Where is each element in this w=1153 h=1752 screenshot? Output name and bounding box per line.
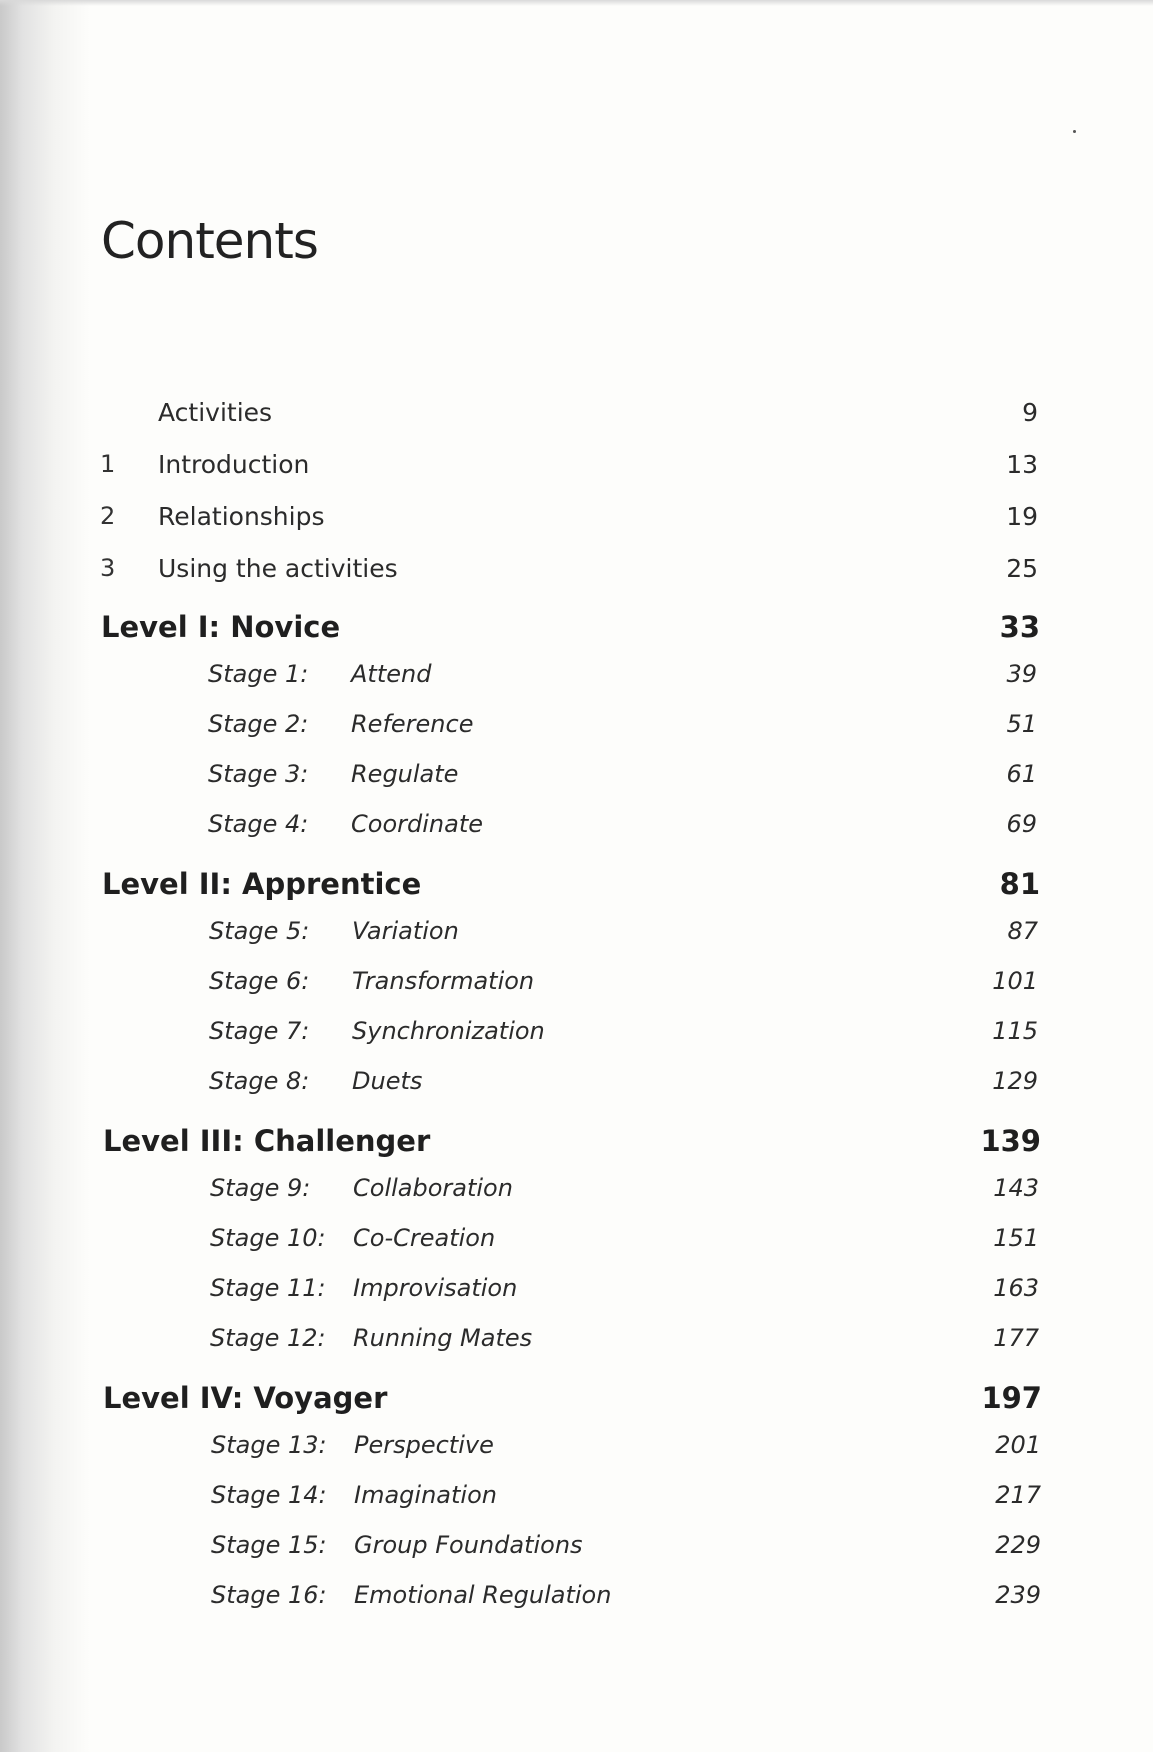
chapter-page-number: 19 <box>1006 502 1038 531</box>
toc-stage-row[interactable] <box>0 760 1153 800</box>
chapter-number: 2 <box>100 502 116 530</box>
toc-stage-row[interactable] <box>0 810 1153 850</box>
stage-label: Stage 8: <box>209 1067 310 1095</box>
stage-label: Stage 12: <box>210 1324 326 1352</box>
stage-page-number: 129 <box>992 1067 1038 1095</box>
chapter-number: 3 <box>100 554 116 582</box>
stage-title: Reference <box>351 710 474 738</box>
toc-chapter-row[interactable] <box>0 398 1153 438</box>
chapter-page-number: 13 <box>1006 450 1038 479</box>
chapter-page-number: 9 <box>1022 398 1038 427</box>
stage-label: Stage 11: <box>210 1274 326 1302</box>
stage-label: Stage 6: <box>209 967 310 995</box>
stage-page-number: 61 <box>1006 760 1037 788</box>
stage-label: Stage 16: <box>211 1581 327 1609</box>
stage-title: Improvisation <box>353 1274 518 1302</box>
stage-label: Stage 14: <box>211 1481 327 1509</box>
stage-title: Duets <box>352 1067 423 1095</box>
toc-chapter-row[interactable] <box>0 554 1153 594</box>
toc-stage-row[interactable] <box>0 1481 1153 1521</box>
level-title: Level II: Apprentice <box>102 867 422 901</box>
stage-page-number: 143 <box>993 1174 1039 1202</box>
stage-page-number: 51 <box>1006 710 1037 738</box>
toc-stage-row[interactable] <box>0 1274 1153 1314</box>
toc-stage-row[interactable] <box>0 1531 1153 1571</box>
toc-stage-row[interactable] <box>0 1067 1153 1107</box>
stage-title: Co-Creation <box>353 1224 496 1252</box>
level-page-number: 33 <box>999 610 1040 644</box>
stage-label: Stage 1: <box>208 660 309 688</box>
chapter-title: Relationships <box>158 502 325 531</box>
stage-title: Perspective <box>354 1431 494 1459</box>
toc-level-row[interactable] <box>0 1381 1153 1421</box>
level-page-number: 139 <box>980 1124 1041 1158</box>
stage-page-number: 201 <box>995 1431 1041 1459</box>
level-title: Level III: Challenger <box>103 1124 431 1158</box>
stage-page-number: 239 <box>995 1581 1041 1609</box>
toc-stage-row[interactable] <box>0 660 1153 700</box>
dust-speck <box>1073 130 1076 133</box>
stage-title: Variation <box>352 917 459 945</box>
toc-stage-row[interactable] <box>0 967 1153 1007</box>
toc-stage-row[interactable] <box>0 710 1153 750</box>
stage-title: Imagination <box>354 1481 497 1509</box>
toc-chapter-row[interactable] <box>0 502 1153 542</box>
stage-page-number: 39 <box>1006 660 1037 688</box>
stage-label: Stage 13: <box>211 1431 327 1459</box>
page-top-edge <box>0 0 1153 6</box>
toc-stage-row[interactable] <box>0 1431 1153 1471</box>
stage-label: Stage 3: <box>208 760 309 788</box>
toc-stage-row[interactable] <box>0 1017 1153 1057</box>
stage-page-number: 177 <box>993 1324 1039 1352</box>
stage-title: Coordinate <box>351 810 483 838</box>
stage-label: Stage 7: <box>209 1017 310 1045</box>
stage-label: Stage 10: <box>210 1224 326 1252</box>
stage-page-number: 101 <box>992 967 1038 995</box>
toc-chapter-row[interactable] <box>0 450 1153 490</box>
page-title: Contents <box>101 212 318 270</box>
level-page-number: 81 <box>999 867 1040 901</box>
stage-title: Group Foundations <box>354 1531 583 1559</box>
toc-stage-row[interactable] <box>0 1581 1153 1621</box>
toc-level-row[interactable] <box>0 610 1153 650</box>
stage-label: Stage 9: <box>210 1174 311 1202</box>
chapter-number: 1 <box>100 450 116 478</box>
stage-page-number: 69 <box>1006 810 1037 838</box>
stage-page-number: 151 <box>993 1224 1039 1252</box>
toc-stage-row[interactable] <box>0 1324 1153 1364</box>
toc-stage-row[interactable] <box>0 1174 1153 1214</box>
stage-page-number: 217 <box>995 1481 1041 1509</box>
stage-page-number: 87 <box>1007 917 1038 945</box>
stage-title: Transformation <box>352 967 535 995</box>
stage-title: Attend <box>351 660 432 688</box>
level-page-number: 197 <box>981 1381 1042 1415</box>
chapter-title: Introduction <box>158 450 310 479</box>
stage-title: Synchronization <box>352 1017 545 1045</box>
stage-page-number: 163 <box>993 1274 1039 1302</box>
toc-level-row[interactable] <box>0 1124 1153 1164</box>
chapter-title: Using the activities <box>158 554 398 583</box>
stage-label: Stage 5: <box>209 917 310 945</box>
stage-page-number: 229 <box>995 1531 1041 1559</box>
stage-label: Stage 15: <box>211 1531 327 1559</box>
toc-stage-row[interactable] <box>0 1224 1153 1264</box>
level-title: Level IV: Voyager <box>103 1381 388 1415</box>
stage-label: Stage 4: <box>208 810 309 838</box>
stage-title: Collaboration <box>353 1174 513 1202</box>
chapter-page-number: 25 <box>1006 554 1038 583</box>
stage-page-number: 115 <box>992 1017 1038 1045</box>
level-title: Level I: Novice <box>101 610 341 644</box>
stage-title: Emotional Regulation <box>354 1581 612 1609</box>
stage-title: Regulate <box>351 760 459 788</box>
stage-label: Stage 2: <box>208 710 309 738</box>
toc-level-row[interactable] <box>0 867 1153 907</box>
toc-stage-row[interactable] <box>0 917 1153 957</box>
chapter-title: Activities <box>158 398 273 427</box>
stage-title: Running Mates <box>353 1324 533 1352</box>
